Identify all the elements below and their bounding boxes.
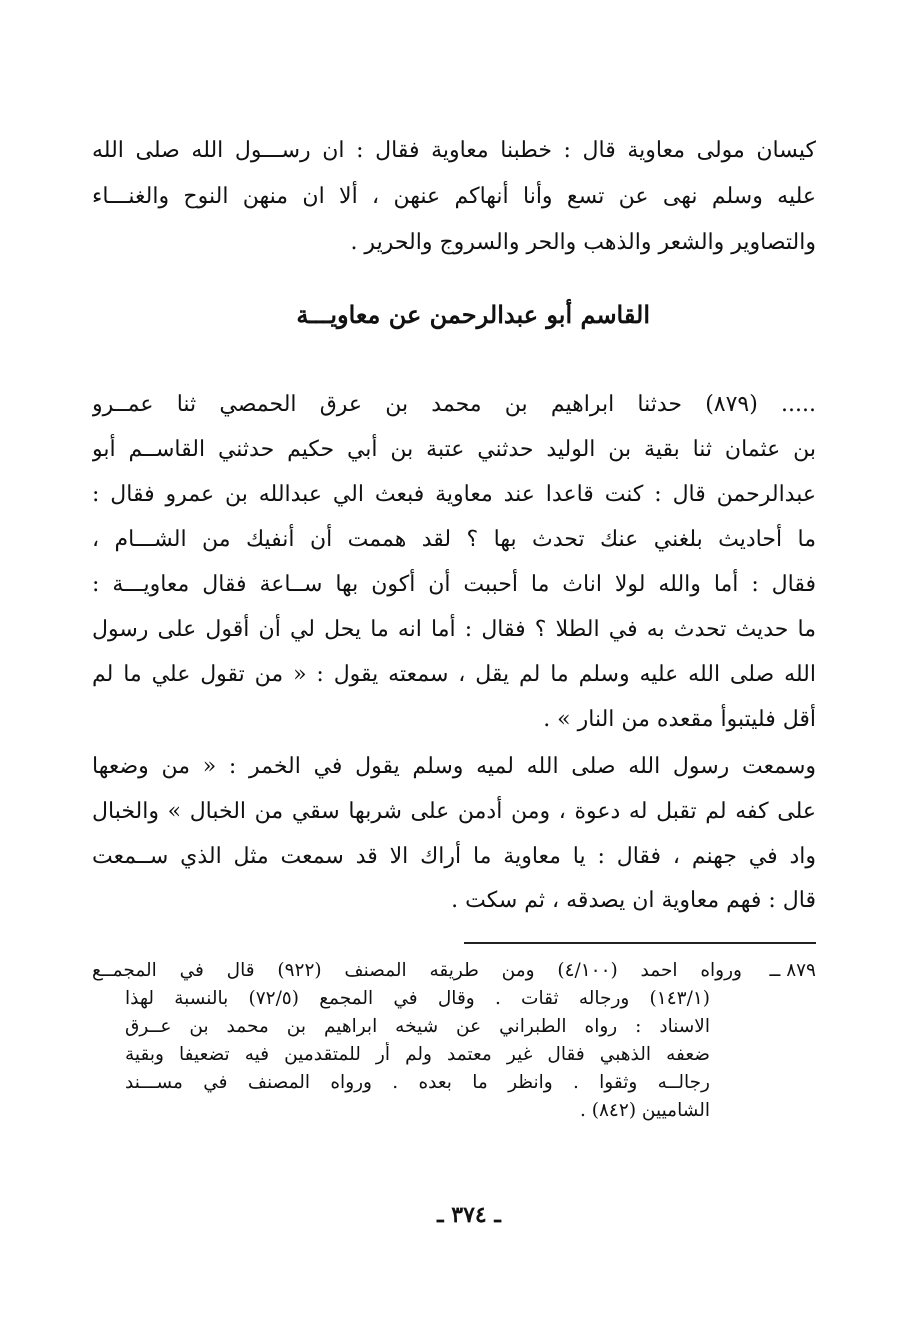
- hadith-line-3: عبدالرحمن قال : كنت قاعدا عند معاوية فبعث الي عبدالله بن عمرو فقال :: [92, 482, 816, 507]
- footnote-line-1: ورواه احمد (٤/١٠٠) ومن طريقه المصنف (٩٢٢) قال في المجمــع: [92, 960, 742, 981]
- page-number: ـ ٣٧٤ ـ: [437, 1202, 501, 1228]
- hadith-line-1: ..... (٨٧٩) حدثنا ابراهيم بن محمد بن عرق الحمصي ثنا عمــرو: [92, 392, 816, 417]
- footnote-line-5: رجالــه وثقوا . وانظر ما بعده . ورواه المصنف في مســـند: [125, 1072, 710, 1093]
- top-paragraph-line-3: والتصاوير والشعر والذهب والحر والسروج والحرير .: [350, 230, 816, 255]
- top-paragraph-line-2: عليه وسلم نهى عن تسع وأنا أنهاكم عنهن ، ألا ان منهن النوح والغنـــاء: [92, 184, 816, 209]
- section-heading: القاسم أبو عبدالرحمن عن معاويـــة: [296, 300, 650, 329]
- top-paragraph-line-1: كيسان مولى معاوية قال : خطبنا معاوية فقال : ان رســـول الله صلى الله: [92, 138, 816, 163]
- hadith-line-4: ما أحاديث بلغني عنك تحدث بها ؟ لقد هممت أن أنفيك من الشـــام ،: [92, 527, 816, 552]
- second-paragraph-line-4: قال : فهم معاوية ان يصدقه ، ثم سكت .: [451, 888, 816, 913]
- hadith-line-2: بن عثمان ثنا بقية بن الوليد حدثني عتبة بن أبي حكيم حدثني القاســم أبو: [92, 437, 816, 462]
- footnote-line-4: ضعفه الذهبي فقال غير معتمد ولم أر للمتقدمين فيه تضعيفا وبقية: [125, 1044, 710, 1065]
- footnote-line-2: (١٤٣/١) ورجاله ثقات . وقال في المجمع (٧٢/٥) بالنسبة لهذا: [125, 988, 710, 1009]
- footnote-separator: [464, 942, 816, 944]
- footnote-number: ٨٧٩ ــ: [769, 960, 816, 981]
- second-paragraph-line-3: واد في جهنم ، فقال : يا معاوية ما أراك الا قد سمعت مثل الذي ســمعت: [92, 844, 816, 869]
- second-paragraph-line-2: على كفه لم تقبل له دعوة ، ومن أدمن على شربها سقي من الخبال » والخبال: [92, 799, 816, 824]
- footnote-line-6: الشاميين (٨٤٢) .: [580, 1100, 710, 1121]
- hadith-line-5: فقال : أما والله لولا اناث ما أحببت أن أكون بها ســاعة فقال معاويـــة :: [92, 572, 816, 597]
- hadith-line-6: ما حديث تحدث به في الطلا ؟ فقال : أما انه ما يحل لي أن أقول على رسول: [92, 617, 816, 642]
- hadith-line-7: الله صلى الله عليه وسلم ما لم يقل ، سمعته يقول : « من تقول علي ما لم: [92, 662, 816, 687]
- footnote-line-3: الاسناد : رواه الطبراني عن شيخه ابراهيم بن محمد بن عــرق: [125, 1016, 710, 1037]
- second-paragraph-line-1: وسمعت رسول الله صلى الله لميه وسلم يقول في الخمر : « من وضعها: [92, 754, 816, 779]
- hadith-line-8: أقل فليتبوأ مقعده من النار » .: [543, 707, 816, 732]
